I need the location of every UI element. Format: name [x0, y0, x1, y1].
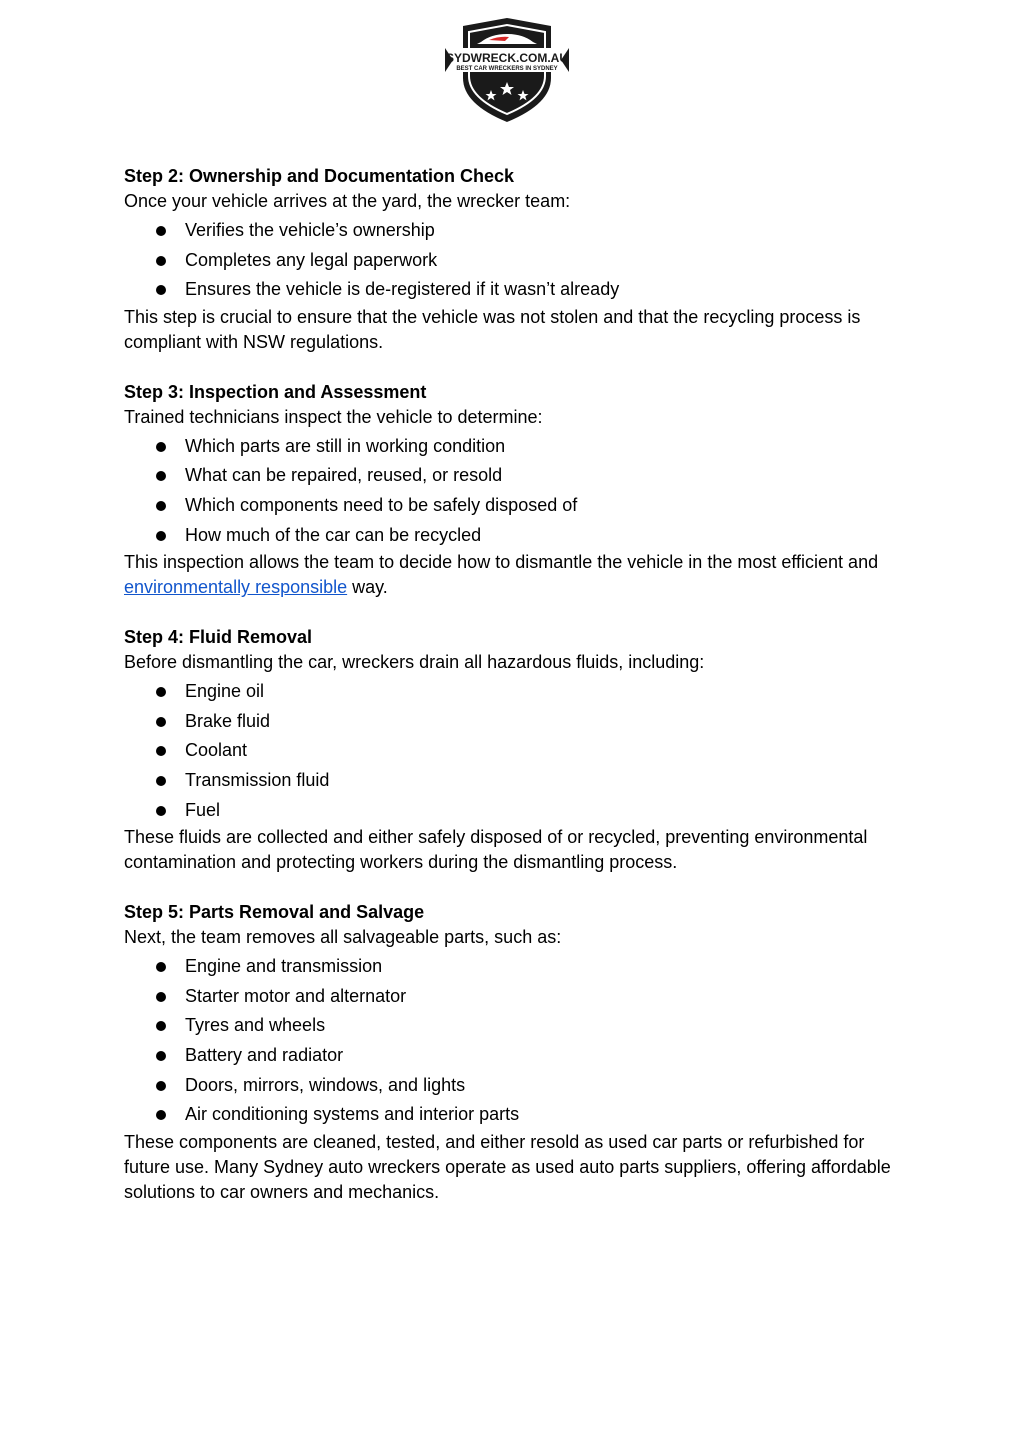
section-step-2 — [124, 164, 904, 355]
bullet-icon — [156, 1051, 166, 1061]
list-item: What can be repaired, reused, or resold — [124, 461, 904, 491]
bullet-icon — [156, 471, 166, 481]
list-item: Ensures the vehicle is de-registered if it wasn’t already — [124, 275, 904, 305]
list-item: Doors, mirrors, windows, and lights — [124, 1071, 904, 1101]
section-intro: Next, the team removes all salvageable parts, such as: — [124, 927, 562, 948]
bullet-icon — [156, 992, 166, 1002]
section-step-4 — [124, 625, 904, 875]
logo-name: SYDWRECK.COM.AU — [446, 51, 568, 65]
section-intro: Before dismantling the car, wreckers drain all hazardous fluids, including: — [124, 652, 705, 673]
section-outro: This step is crucial to ensure that the vehicle was not stolen and that the recycling process is compliant with NSW regulations. — [124, 306, 861, 352]
section-intro: Once your vehicle arrives at the yard, the wrecker team: — [124, 191, 571, 211]
bullet-list — [124, 216, 904, 305]
section-outro: This inspection allows the team to decide how to dismantle the vehicle in the most efficient and environmentally responsible way. — [124, 552, 879, 598]
section-outro: These components are cleaned, tested, and either resold as used car parts or refurbished for future use. Many Sydney auto wreckers operate as used auto parts suppliers, offering affordable solutions to car owners and mechanics. — [124, 1131, 891, 1202]
list-item: Engine oil — [124, 677, 904, 707]
section-heading: Step 2: Ownership and Documentation Check — [124, 166, 515, 186]
bullet-icon — [156, 746, 166, 756]
section-heading: Step 3: Inspection and Assessment — [124, 381, 427, 402]
logo-tagline: BEST CAR WRECKERS IN SYDNEY — [456, 66, 558, 72]
list-item: Brake fluid — [124, 707, 904, 737]
section-heading: Step 5: Parts Removal and Salvage — [124, 902, 425, 923]
list-item: Which components need to be safely disposed of — [124, 491, 904, 521]
list-item: Battery and radiator — [124, 1041, 904, 1071]
bullet-list — [124, 952, 904, 1130]
list-item: Which parts are still in working condition — [124, 432, 904, 462]
section-outro: These fluids are collected and either safely disposed of or recycled, preventing environmental contamination and protecting workers during the dismantling process. — [124, 827, 868, 873]
bullet-icon — [156, 501, 166, 511]
list-item: Transmission fluid — [124, 766, 904, 796]
bullet-list — [124, 677, 904, 825]
bullet-icon — [156, 531, 166, 541]
sydwreck-logo — [445, 18, 569, 124]
environmentally-responsible-link[interactable]: environmentally responsible — [124, 577, 348, 598]
bullet-icon — [156, 962, 166, 972]
document-body — [124, 164, 904, 1230]
list-item: Coolant — [124, 736, 904, 766]
list-item: How much of the car can be recycled — [124, 521, 904, 551]
list-item: Starter motor and alternator — [124, 982, 904, 1012]
section-step-5 — [124, 900, 904, 1205]
bullet-icon — [156, 256, 166, 266]
list-item: Fuel — [124, 796, 904, 826]
bullet-icon — [156, 1081, 166, 1091]
bullet-icon — [156, 806, 166, 816]
bullet-icon — [156, 1110, 166, 1120]
bullet-icon — [156, 285, 166, 295]
bullet-icon — [156, 687, 166, 697]
list-item: Air conditioning systems and interior parts — [124, 1100, 904, 1130]
list-item: Engine and transmission — [124, 952, 904, 982]
list-item: Completes any legal paperwork — [124, 246, 904, 276]
section-intro: Trained technicians inspect the vehicle to determine: — [124, 406, 543, 427]
bullet-icon — [156, 226, 166, 236]
list-item: Tyres and wheels — [124, 1011, 904, 1041]
bullet-icon — [156, 776, 166, 786]
shield-logo-icon — [445, 18, 569, 124]
bullet-list — [124, 432, 904, 550]
section-step-3 — [124, 380, 904, 600]
list-item: Verifies the vehicle’s ownership — [124, 216, 904, 246]
bullet-icon — [156, 717, 166, 727]
bullet-icon — [156, 1021, 166, 1031]
section-heading: Step 4: Fluid Removal — [124, 627, 313, 648]
bullet-icon — [156, 442, 166, 452]
